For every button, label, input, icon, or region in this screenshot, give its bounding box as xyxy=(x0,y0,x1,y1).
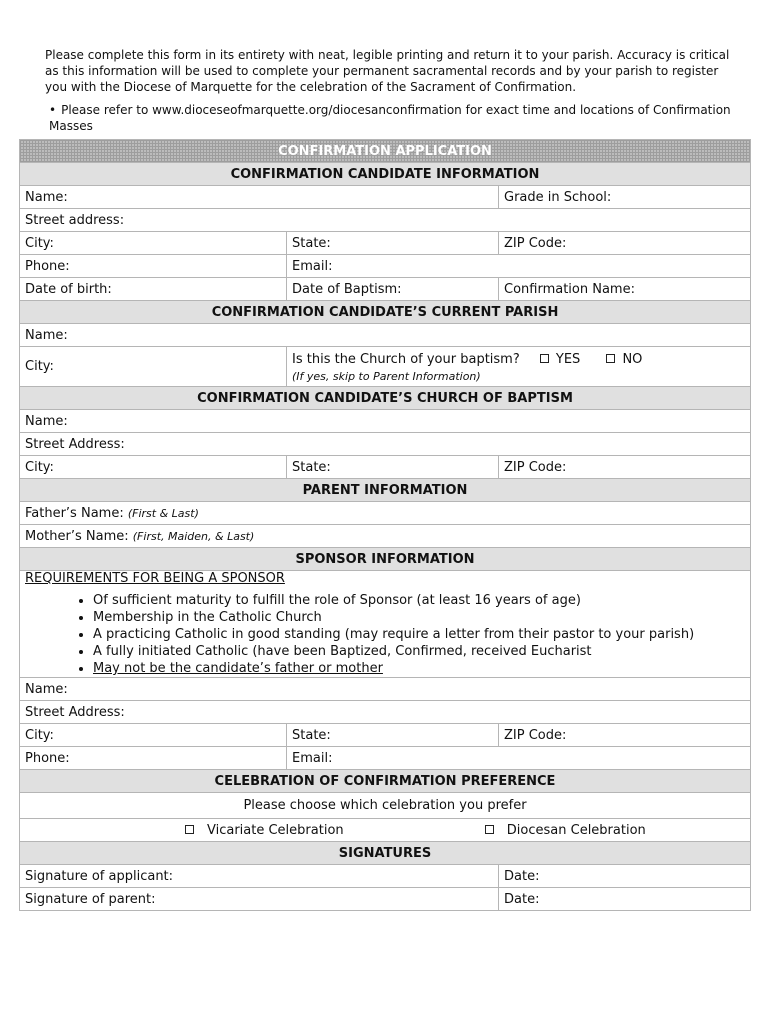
section-candidate-header: CONFIRMATION CANDIDATE INFORMATION xyxy=(20,163,751,186)
parent-date-field[interactable]: Date: xyxy=(499,888,751,911)
section-sponsor-header: SPONSOR INFORMATION xyxy=(20,548,751,571)
sponsor-phone-field[interactable]: Phone: xyxy=(20,747,287,770)
baptism-church-zip-field[interactable]: ZIP Code: xyxy=(499,456,751,479)
father-name-label: Father’s Name: xyxy=(25,505,124,521)
mother-name-field[interactable] xyxy=(20,525,751,548)
baptism-church-city-field[interactable]: City: xyxy=(20,456,287,479)
candidate-grade-field[interactable]: Grade in School: xyxy=(499,186,751,209)
instructions-bullet xyxy=(45,102,735,134)
candidate-street-field[interactable]: Street address: xyxy=(20,209,751,232)
requirement-item: • May not be the candidate’s father or mother xyxy=(93,660,745,677)
father-name-field[interactable] xyxy=(20,502,751,525)
no-option[interactable] xyxy=(606,352,642,367)
baptism-church-question xyxy=(287,347,751,387)
candidate-baptism-date-field[interactable]: Date of Baptism: xyxy=(287,278,499,301)
baptism-church-state-field[interactable]: State: xyxy=(287,456,499,479)
sponsor-requirements-title: REQUIREMENTS FOR BEING A SPONSOR xyxy=(25,571,285,586)
requirement-item: • Of sufficient maturity to fulfill the role of Sponsor (at least 16 years of age) xyxy=(93,592,745,609)
candidate-zip-field[interactable]: ZIP Code: xyxy=(499,232,751,255)
no-label: NO xyxy=(622,351,643,367)
section-parish-header: CONFIRMATION CANDIDATE’S CURRENT PARISH xyxy=(20,301,751,324)
bullet-icon: • xyxy=(49,103,57,117)
sponsor-email-field[interactable]: Email: xyxy=(287,747,751,770)
section-parent-header: PARENT INFORMATION xyxy=(20,479,751,502)
yes-option[interactable] xyxy=(540,352,580,367)
section-baptism-church-header: CONFIRMATION CANDIDATE’S CHURCH OF BAPTISM xyxy=(20,387,751,410)
sponsor-name-field[interactable]: Name: xyxy=(20,678,751,701)
celebration-prompt: Please choose which celebration you prefer xyxy=(20,793,751,819)
diocesan-option[interactable] xyxy=(485,823,646,838)
parish-city-field[interactable]: City: xyxy=(20,347,287,387)
requirement-item: • A practicing Catholic in good standing (may require a letter from their pastor to your parish) xyxy=(93,626,745,643)
celebration-options xyxy=(20,819,751,842)
instructions-bullet-text: Please refer to www.dioceseofmarquette.org/diocesanconfirmation for exact time and locations of Confirmation Masses xyxy=(49,103,731,133)
sponsor-street-field[interactable]: Street Address: xyxy=(20,701,751,724)
candidate-phone-field[interactable]: Phone: xyxy=(20,255,287,278)
sponsor-city-field[interactable]: City: xyxy=(20,724,287,747)
candidate-name-field[interactable]: Name: xyxy=(20,186,499,209)
section-celebration-header: CELEBRATION OF CONFIRMATION PREFERENCE xyxy=(20,770,751,793)
applicant-signature-field[interactable]: Signature of applicant: xyxy=(20,865,499,888)
father-name-note: (First & Last) xyxy=(127,506,199,520)
section-signatures-header: SIGNATURES xyxy=(20,842,751,865)
candidate-city-field[interactable]: City: xyxy=(20,232,287,255)
sponsor-requirements-list xyxy=(93,592,745,677)
baptism-church-name-field[interactable]: Name: xyxy=(20,410,751,433)
sponsor-zip-field[interactable]: ZIP Code: xyxy=(499,724,751,747)
instructions-text: Please complete this form in its entirety with neat, legible printing and return it to your parish. Accuracy is critical as this information will be used to complete your permanent sacramental records and by your parish to register you with the Diocese of Marquette for the celebration of the Sacrament of Confirmation. xyxy=(45,48,730,94)
sponsor-requirements xyxy=(20,571,751,678)
diocesan-checkbox[interactable] xyxy=(485,825,494,834)
yes-checkbox[interactable] xyxy=(540,354,549,363)
candidate-state-field[interactable]: State: xyxy=(287,232,499,255)
requirement-item: • A fully initiated Catholic (have been Baptized, Confirmed, received Eucharist xyxy=(93,643,745,660)
requirement-item: • Membership in the Catholic Church xyxy=(93,609,745,626)
vicariate-option[interactable] xyxy=(185,823,344,838)
baptism-church-street-field[interactable]: Street Address: xyxy=(20,433,751,456)
form-title: CONFIRMATION APPLICATION xyxy=(20,140,751,163)
diocesan-label: Diocesan Celebration xyxy=(506,822,646,838)
baptism-question-label: Is this the Church of your baptism? xyxy=(292,351,520,367)
instructions xyxy=(45,47,735,134)
no-checkbox[interactable] xyxy=(606,354,615,363)
parish-name-field[interactable]: Name: xyxy=(20,324,751,347)
vicariate-label: Vicariate Celebration xyxy=(207,822,344,838)
mother-name-label: Mother’s Name: xyxy=(25,528,129,544)
parent-signature-field[interactable]: Signature of parent: xyxy=(20,888,499,911)
mother-name-note: (First, Maiden, & Last) xyxy=(132,529,255,543)
vicariate-checkbox[interactable] xyxy=(185,825,194,834)
confirmation-application-form xyxy=(19,139,751,911)
baptism-question-note: (If yes, skip to Parent Information) xyxy=(292,369,481,383)
sponsor-state-field[interactable]: State: xyxy=(287,724,499,747)
candidate-confirmation-name-field[interactable]: Confirmation Name: xyxy=(499,278,751,301)
applicant-date-field[interactable]: Date: xyxy=(499,865,751,888)
candidate-email-field[interactable]: Email: xyxy=(287,255,751,278)
yes-label: YES xyxy=(555,351,581,367)
candidate-dob-field[interactable]: Date of birth: xyxy=(20,278,287,301)
